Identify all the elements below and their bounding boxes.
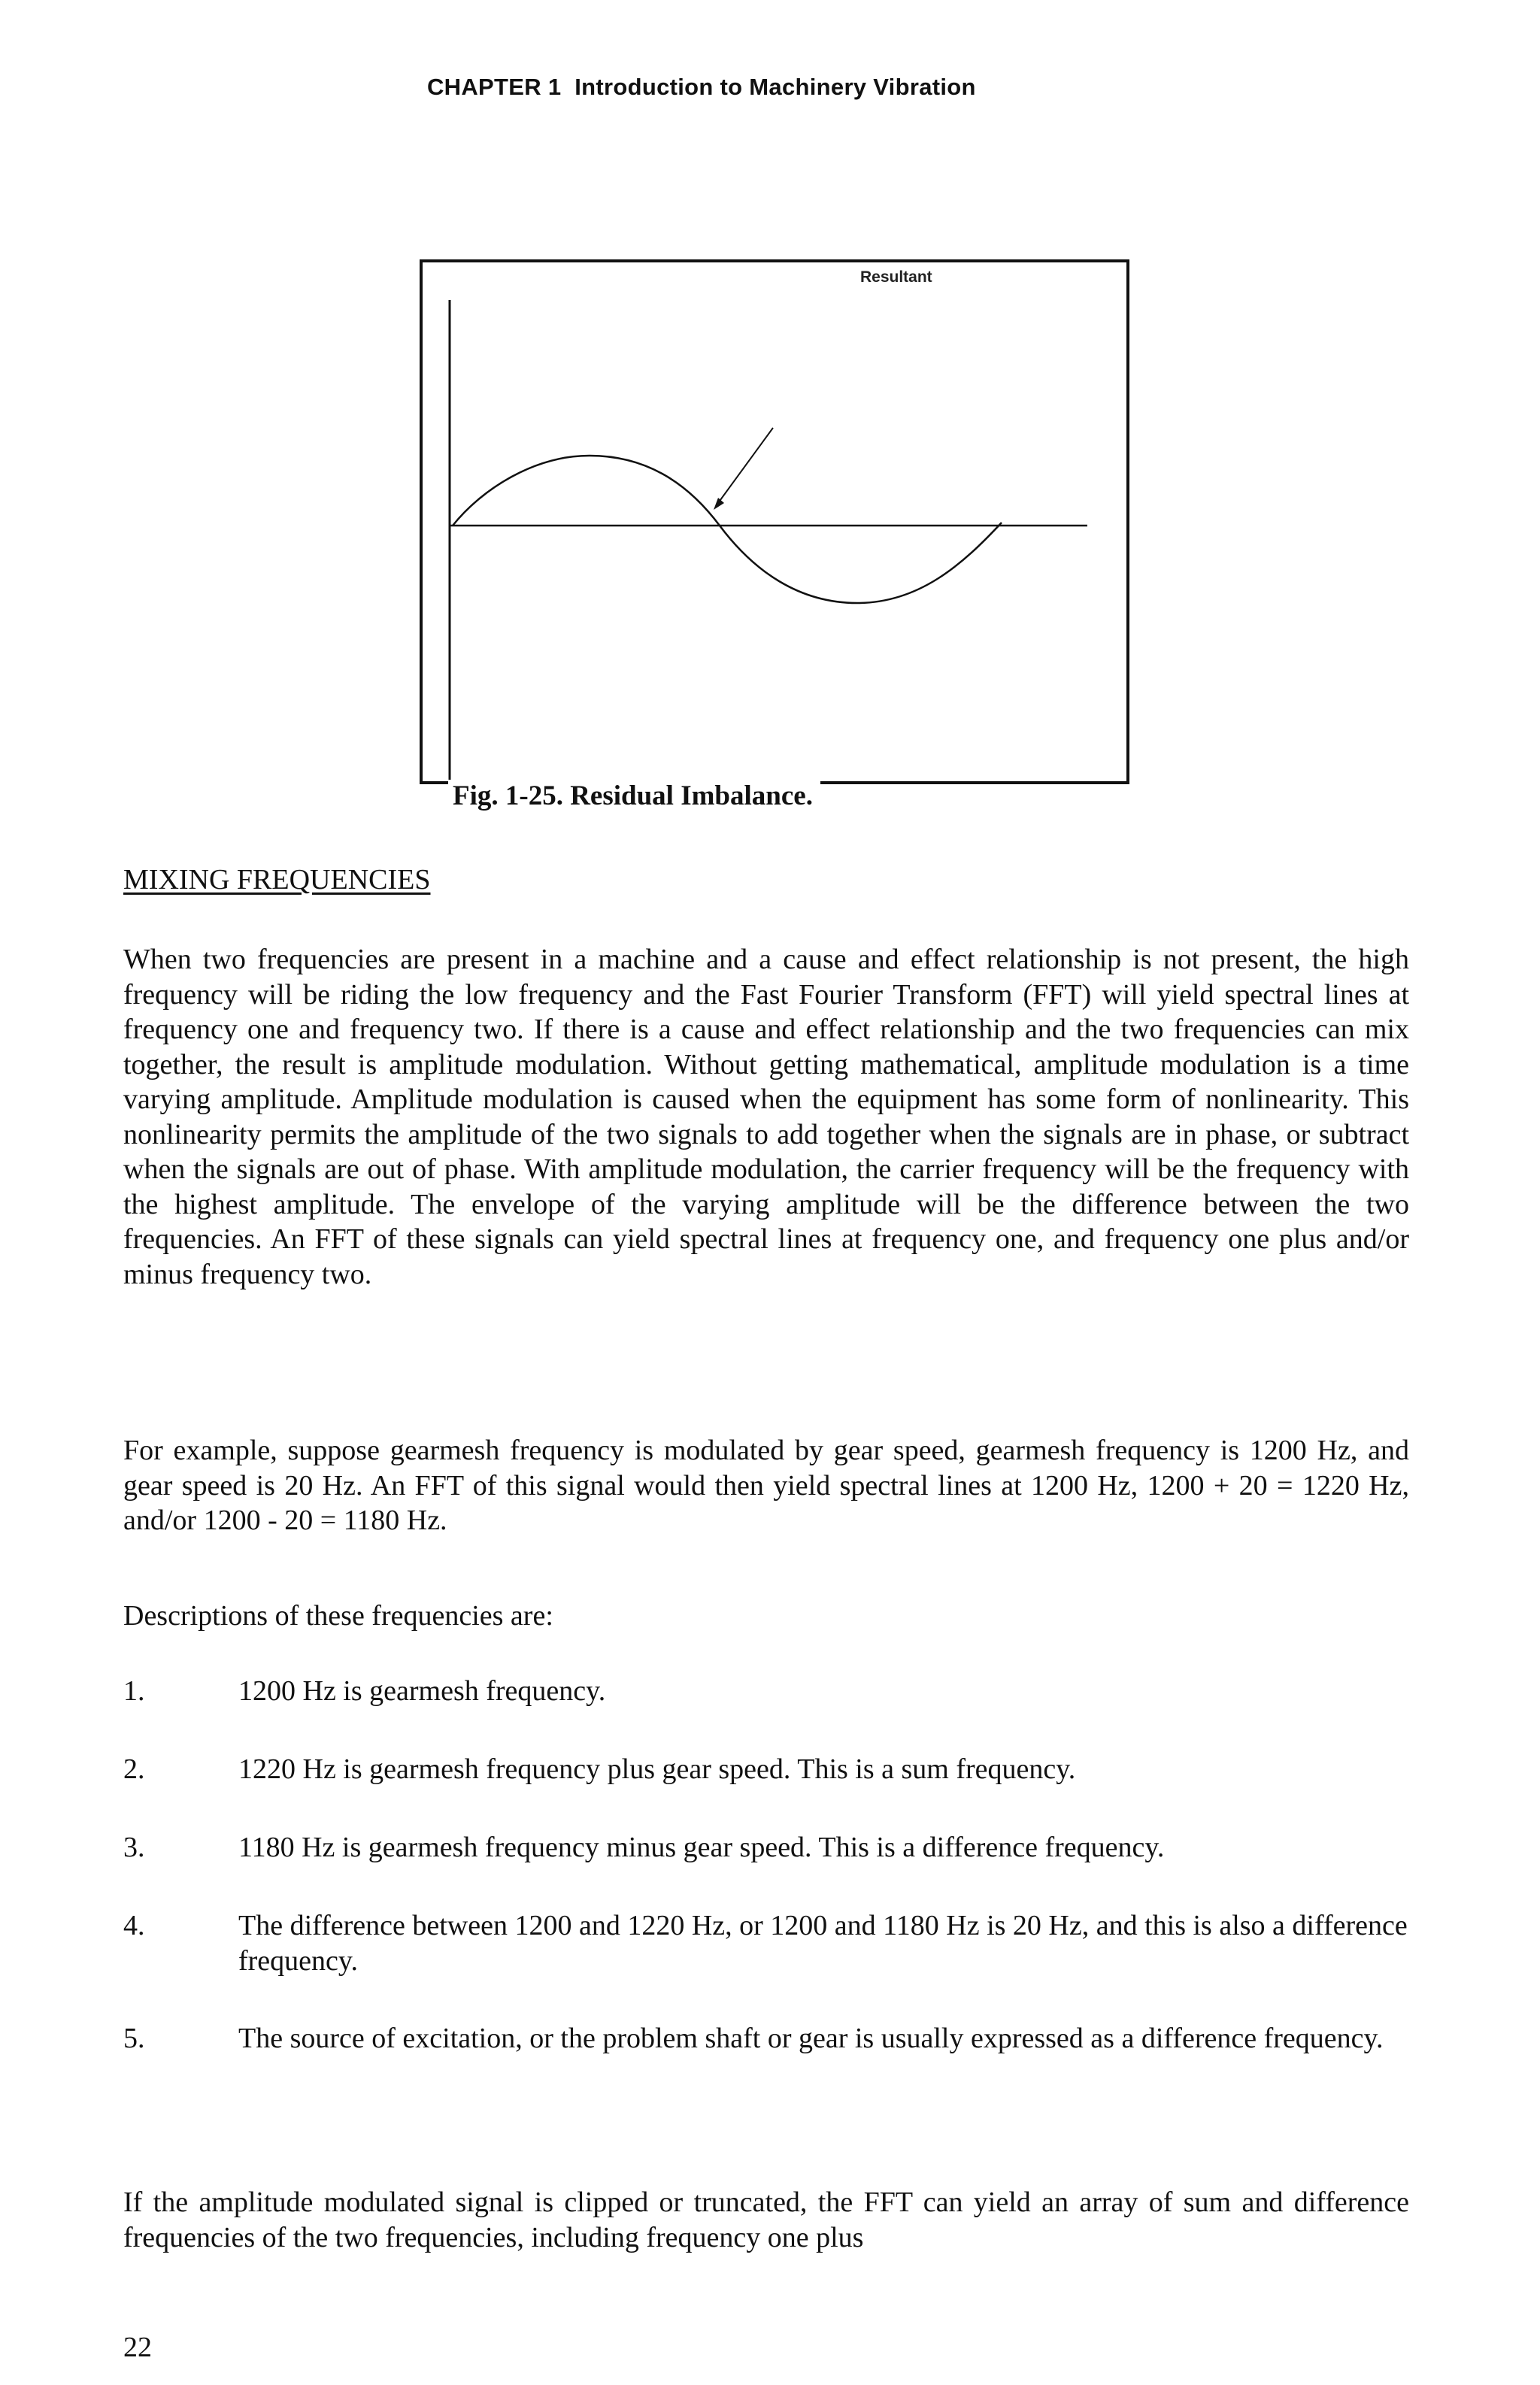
- list-number: 5.: [123, 2023, 145, 2054]
- list-number: 4.: [123, 1910, 145, 1941]
- paragraph-2: For example, suppose gearmesh frequency is modulated by gear speed, gearmesh frequency is 1200 Hz, and gear speed is 20 Hz. An FFT of this signal would then yield spectral lines at 1200 Hz, 1200 + 20 = 1220 Hz, and/or 1200 - 20 = 1180 Hz.: [123, 1435, 1409, 1536]
- sine-positive-half: [453, 456, 720, 526]
- list-number: 3.: [123, 1832, 145, 1863]
- list-text: 1200 Hz is gearmesh frequency.: [238, 1675, 606, 1707]
- waveform-plot: [423, 262, 1126, 781]
- paragraph-1: When two frequencies are present in a machine and a cause and effect relationship is not present, the high frequency will be riding the low frequency and the Fast Fourier Transform (FFT) will yield spectral lines at frequency one and frequency two. If there is a cause and effect relationship and the two frequencies can mix together, the result is amplitude modulation. Without getting mathematical, amplitude modulation is a time varying amplitude. Amplitude modulation is caused when the equipment has some form of nonlinearity. This nonlinearity permits the amplitude of the two signals to add together when the signals are in phase, or subtract when the signals are out of phase. With amplitude modulation, the carrier frequency will be the frequency with the highest amplitude. The envelope of the varying amplitude will be the difference between the two frequencies. An FFT of these signals can yield spectral lines at frequency one, and frequency one plus and/or minus frequency two.: [123, 944, 1409, 1290]
- figure-residual-imbalance: [420, 259, 1129, 811]
- chapter-title: Introduction to Machinery Vibration: [574, 74, 976, 100]
- running-head: [427, 74, 1179, 101]
- paragraph-4: If the amplitude modulated signal is clipped or truncated, the FFT can yield an array of sum and difference frequencies of the two frequencies, including frequency one plus: [123, 2187, 1409, 2253]
- page-number: 22: [123, 2332, 152, 2363]
- resultant-label: Resultant: [860, 268, 932, 286]
- figure-caption: Fig. 1-25. Residual Imbalance.: [448, 780, 820, 812]
- list-text: 1220 Hz is gearmesh frequency plus gear speed. This is a sum frequency.: [238, 1753, 1076, 1785]
- section-heading: MIXING FREQUENCIES: [123, 864, 431, 896]
- resultant-pointer: [718, 428, 773, 503]
- sine-negative-half: [720, 523, 1002, 603]
- arrow-head-icon: [714, 498, 724, 510]
- list-text: The difference between 1200 and 1220 Hz, or 1200 and 1180 Hz is 20 Hz, and this is also a difference frequency.: [238, 1910, 1408, 1977]
- list-text: 1180 Hz is gearmesh frequency minus gear speed. This is a difference frequency.: [238, 1832, 1165, 1863]
- list-text: The source of excitation, or the problem shaft or gear is usually expressed as a difference frequency.: [238, 2023, 1384, 2054]
- list-number: 2.: [123, 1753, 145, 1785]
- paragraph-3: Descriptions of these frequencies are:: [123, 1600, 553, 1632]
- chapter-label: CHAPTER 1: [427, 74, 562, 100]
- list-number: 1.: [123, 1675, 145, 1707]
